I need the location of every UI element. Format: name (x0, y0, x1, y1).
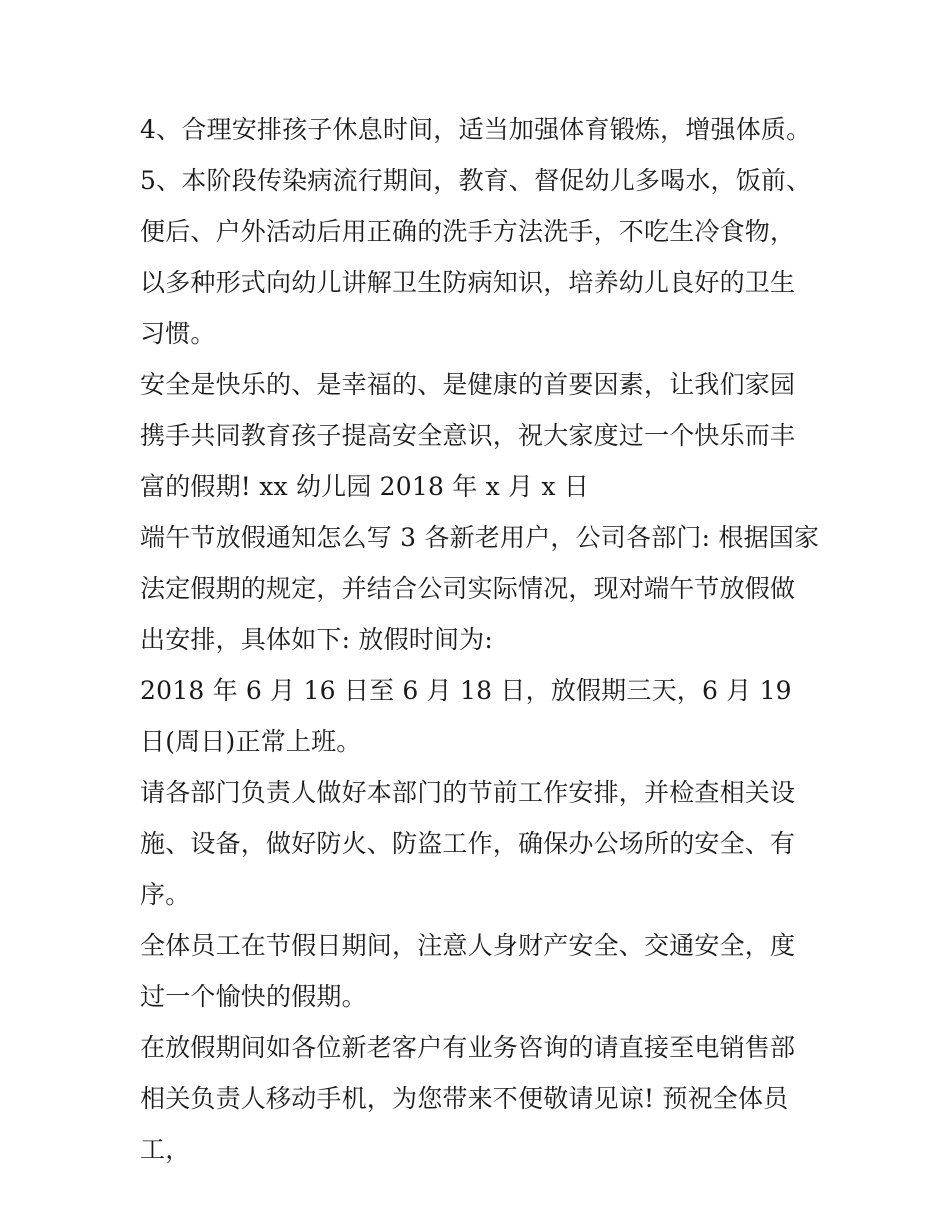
paragraph-dragon-boat-notice: 端午节放假通知怎么写 3 各新老用户，公司各部门: 根据国家法定假期的规定，并结合公司实际情况，现对端午节放假做出安排，具体如下: 放假时间为: (140, 523, 820, 654)
paragraph-staff-safety: 全体员工在节假日期间，注意人身财产安全、交通安全，度过一个愉快的假期。 (140, 931, 796, 1011)
paragraph-customer-contact: 在放假期间如各位新老客户有业务咨询的请直接至电销售部相关负责人移动手机，为您带来不便敬请见谅! 预祝全体员工， (140, 1033, 796, 1164)
paragraph-disease-prevention: 5、本阶段传染病流行期间，教育、督促幼儿多喝水，饭前、便后、户外活动后用正确的洗手方法洗手，不吃生冷食物，以多种形式向幼儿讲解卫生防病知识，培养幼儿良好的卫生习惯。 (140, 166, 812, 348)
paragraph-hygiene-rest: 4、合理安排孩子休息时间，适当加强体育锻炼，增强体质。 (140, 115, 812, 144)
paragraph-safety-closing: 安全是快乐的、是幸福的、是健康的首要因素，让我们家园携手共同教育孩子提高安全意识，祝大家度过一个快乐而丰富的假期! xx 幼儿园 2018 年 x 月 x 日 (140, 370, 796, 501)
paragraph-holiday-dates: 2018 年 6 月 16 日至 6 月 18 日，放假期三天，6 月 19 日(周日)正常上班。 (140, 676, 792, 756)
paragraph-department-duties: 请各部门负责人做好本部门的节前工作安排，并检查相关设施、设备，做好防火、防盗工作，确保办公场所的安全、有序。 (140, 778, 796, 909)
document-body (140, 104, 820, 1175)
